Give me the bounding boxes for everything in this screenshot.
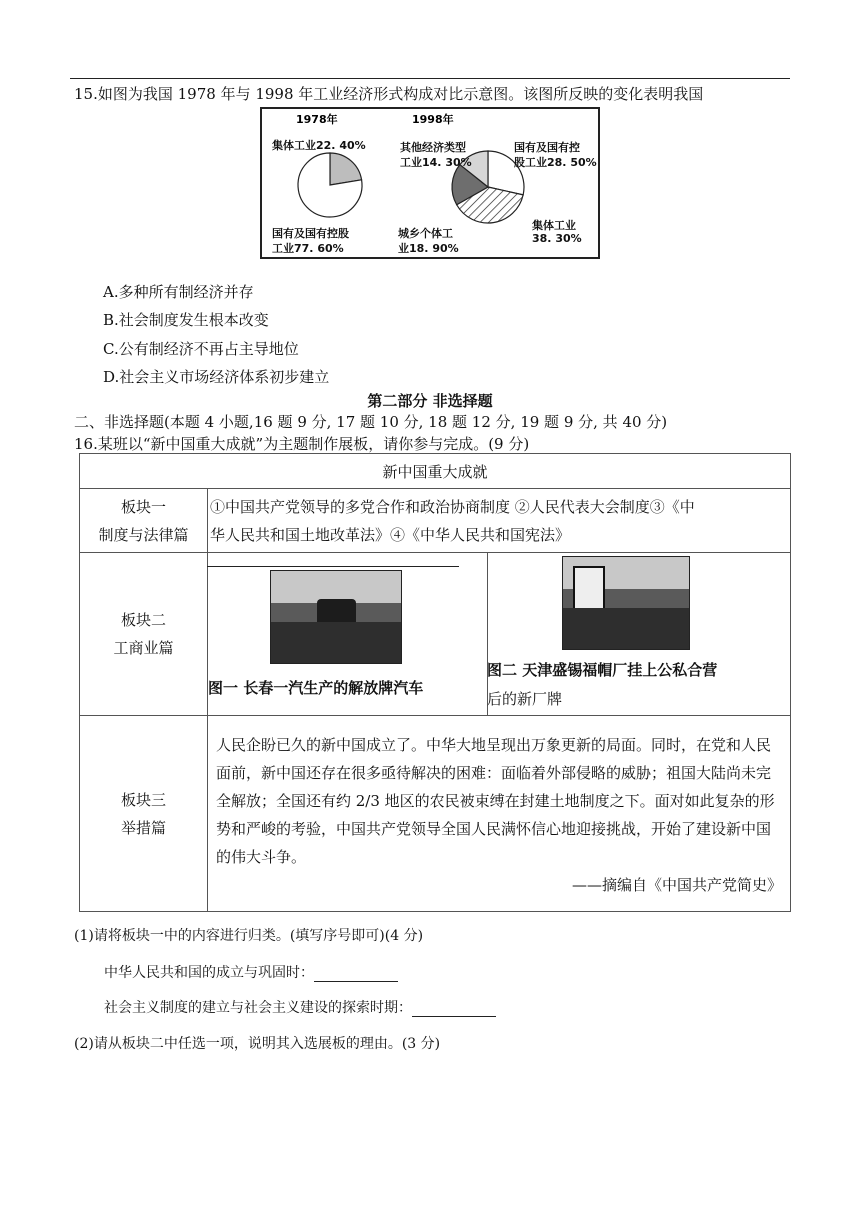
board-section-1-label (80, 489, 208, 553)
pie-chart-figure (260, 107, 600, 259)
section-2-name: 板块二 (120, 611, 166, 629)
figure-2-caption-line-1: 图二 天津盛锡福帽厂挂上公私合营 (487, 661, 718, 679)
pie-1998-label-collective-line1: 集体工业 (532, 219, 576, 232)
part-2-title: 第二部分 非选择题 (367, 392, 493, 410)
pie-1998-label-individual-line1: 城乡个体工 (398, 227, 453, 240)
section-1-name: 板块一 (120, 497, 166, 516)
subquestion-2: (2)请从板块二中任选一项，说明其入选展板的理由。(3 分) (74, 1036, 441, 1052)
section-1-subtitle: 制度与法律篇 (98, 525, 189, 544)
answer-blank-a[interactable] (314, 967, 398, 982)
figure-2-photo-factory-sign (562, 556, 690, 650)
pie-1998-label-state-line2: 股工业28. 50% (514, 156, 597, 169)
pie-1998-label-individual-line2: 业18. 90% (398, 242, 459, 255)
pie-1978 (298, 153, 362, 217)
section-2-subtitle: 工商业篇 (113, 639, 174, 657)
figure-1-caption: 图一 长春一汽生产的解放牌汽车 (208, 679, 424, 697)
pie-1998-title: 1998年 (412, 113, 454, 126)
option-b: B.社会制度发生根本改变 (103, 311, 269, 329)
option-a: A.多种所有制经济并存 (103, 283, 254, 301)
item-b-text: 社会主义制度的建立与社会主义建设的探索时期： (104, 1000, 412, 1016)
section-3-passage: 人民企盼已久的新中国成立了。中华大地呈现出万象更新的局面。同时，在党和人民面前，新中国还存在很多亟待解决的困难：面临着外部侵略的威胁；祖国大陆尚未完全解放；全国还有约 2/3 地区的农民被束缚在封建土地制度之下。面对如此复杂的形势和严峻的考验，中国共产党领导全国人民满怀信心地迎接挑战，开始了建设新中国的伟大斗争。 (216, 735, 775, 866)
subquestion-1: (1)请将板块一中的内容进行归类。(填写序号即可)(4 分) (74, 928, 424, 944)
pie-1978-title: 1978年 (296, 113, 338, 126)
section-3-subtitle: 举措篇 (120, 818, 166, 837)
board-section-1-content (208, 489, 791, 553)
option-d: D.社会主义市场经济体系初步建立 (103, 368, 330, 386)
pie-1998-label-other-line1: 其他经济类型 (400, 141, 466, 154)
figure-1-top-rule (207, 566, 459, 567)
subquestion-1-item-b (104, 997, 496, 1017)
pie-1998-label-collective-line2: 38. 30% (532, 232, 582, 245)
option-c: C.公有制经济不再占主导地位 (103, 340, 299, 358)
top-rule (70, 78, 790, 79)
section-1-line-2: 华人民共和国土地改革法》④《中华人民共和国宪法》 (210, 525, 571, 544)
subquestion-1-item-a (104, 962, 398, 982)
item-a-text: 中华人民共和国的成立与巩固时： (104, 965, 314, 981)
pie-1998-label-state-line1: 国有及国有控 (514, 141, 580, 154)
question-15-stem: 15.如图为我国 1978 年与 1998 年工业经济形式构成对比示意图。该图所反映的变化表明我国 (74, 85, 704, 103)
part-2-instruction: 二、非选择题(本题 4 小题,16 题 9 分, 17 题 10 分, 18 题 12 分, 19 题 9 分, 共 40 分) (74, 413, 668, 431)
figure-2-caption-line-2: 后的新厂牌 (487, 690, 563, 708)
board-section-3-content (208, 716, 791, 912)
board-header: 新中国重大成就 (80, 454, 791, 489)
pie-1978-label-collective: 集体工业22. 40% (272, 139, 366, 152)
answer-blank-b[interactable] (412, 1002, 496, 1017)
board-section-3-label (80, 716, 208, 912)
question-16-stem: 16.某班以“新中国重大成就”为主题制作展板，请你参与完成。(9 分) (74, 435, 530, 453)
pie-1978-label-state-line2: 工业77. 60% (272, 242, 344, 255)
section-3-source: ——摘编自《中国共产党简史》 (571, 875, 782, 894)
board-section-2-label (80, 553, 208, 716)
achievements-board (79, 453, 791, 912)
section-3-name: 板块三 (120, 790, 166, 809)
section-1-line-1: ①中国共产党领导的多党合作和政治协商制度 ②人民代表大会制度③《中 (210, 497, 695, 516)
pie-1998-label-other-line2: 工业14. 30% (400, 156, 472, 169)
pie-1978-label-state-line1: 国有及国有控股 (272, 227, 349, 240)
figure-1-photo-liberation-truck (270, 570, 402, 664)
